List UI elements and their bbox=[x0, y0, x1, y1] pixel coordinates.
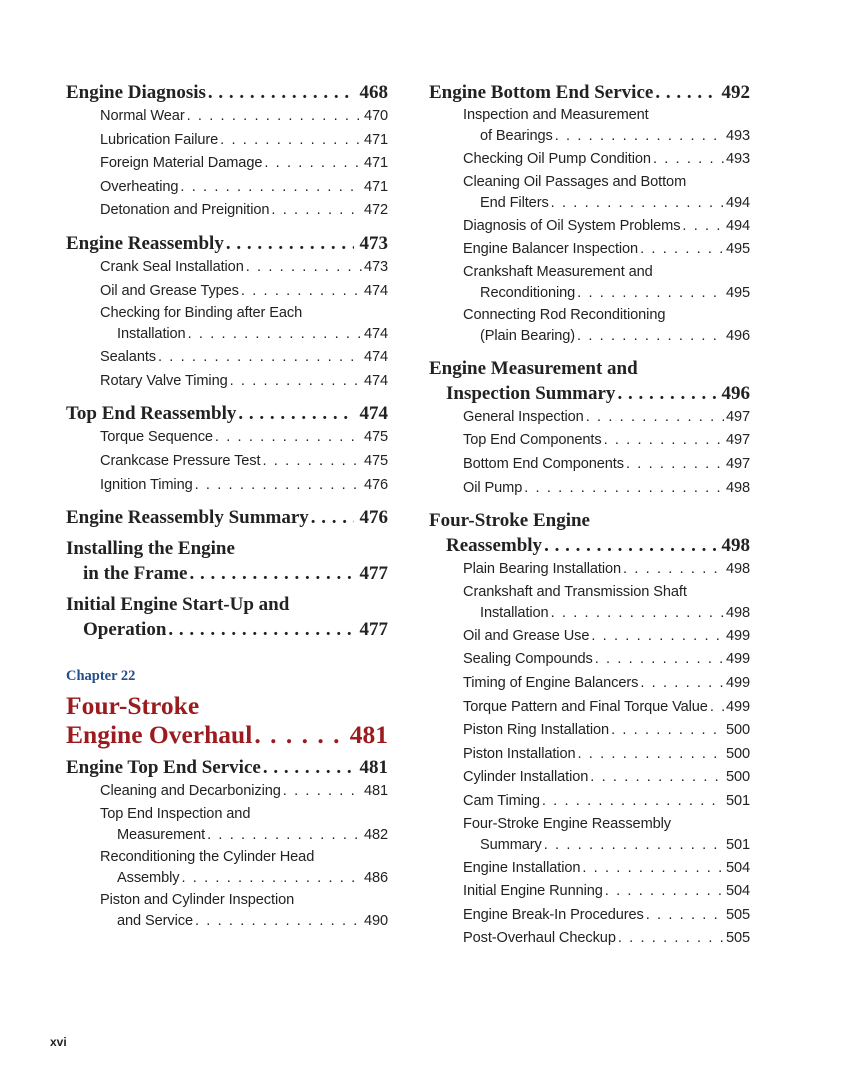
toc-entry-title-line1: Checking for Binding after Each bbox=[100, 305, 303, 322]
toc-entry[interactable] bbox=[66, 370, 388, 394]
dot-leader bbox=[195, 910, 362, 933]
toc-entry-page: 473 bbox=[363, 258, 388, 275]
toc-section-heading[interactable] bbox=[66, 401, 388, 426]
toc-entry-title-line2: of Bearings bbox=[480, 128, 553, 144]
toc-entry-row bbox=[100, 152, 388, 176]
dot-leader bbox=[230, 370, 362, 394]
toc-entry-page: 474 bbox=[363, 372, 388, 389]
dot-leader bbox=[262, 450, 361, 474]
toc-entry-title: Piston Ring Installation bbox=[463, 722, 610, 739]
toc-entry-title-line1: Top End Inspection and bbox=[100, 805, 251, 822]
toc-entry-title-line2: (Plain Bearing) bbox=[480, 327, 576, 344]
dot-leader bbox=[646, 904, 724, 928]
toc-entry-title: Post-Overhaul Checkup bbox=[463, 930, 616, 947]
toc-entry-row bbox=[429, 533, 750, 558]
toc-entry-title: Oil Pump bbox=[463, 479, 523, 496]
page-folio: xvi bbox=[50, 1035, 67, 1049]
toc-entry-row bbox=[100, 824, 388, 847]
toc-entry-page: 499 bbox=[725, 698, 750, 715]
toc-entry-row bbox=[100, 910, 388, 933]
toc-entry-row bbox=[66, 505, 388, 530]
chapter-page: 481 bbox=[349, 720, 388, 750]
toc-entry-page: 501 bbox=[725, 792, 750, 809]
toc-entry[interactable] bbox=[66, 450, 388, 474]
toc-entry[interactable] bbox=[429, 582, 750, 625]
toc-entry-title-line1: Four-Stroke Engine bbox=[429, 510, 590, 532]
toc-entry-title: Engine Top End Service bbox=[66, 757, 261, 779]
toc-entry[interactable] bbox=[429, 625, 750, 649]
dot-leader bbox=[220, 129, 362, 153]
toc-entry[interactable] bbox=[66, 426, 388, 450]
chapter-title-line1: Four-Stroke bbox=[66, 691, 200, 721]
toc-entry-row bbox=[463, 790, 750, 814]
toc-entry-page: 474 bbox=[359, 403, 388, 425]
toc-entry-title-line2: Inspection Summary bbox=[446, 382, 616, 404]
toc-entry-title: Diagnosis of Oil System Problems bbox=[463, 217, 681, 234]
toc-left-column bbox=[66, 80, 388, 933]
toc-entry-page: 472 bbox=[363, 202, 388, 219]
toc-entry-row bbox=[100, 474, 388, 498]
dot-leader bbox=[577, 325, 724, 348]
toc-entry-page: 492 bbox=[721, 82, 750, 103]
toc-entry-page: 475 bbox=[363, 452, 388, 469]
toc-section-heading[interactable] bbox=[66, 505, 388, 530]
toc-entry-title-line2: Installation bbox=[480, 604, 549, 621]
toc-entry-page: 498 bbox=[725, 604, 750, 621]
toc-entry-row bbox=[100, 450, 388, 474]
toc-entry-row bbox=[463, 148, 750, 172]
toc-entry-title: Engine Installation bbox=[463, 859, 581, 876]
toc-entry-title: Foreign Material Damage bbox=[100, 155, 263, 172]
toc-entry-title-line2: End Filters bbox=[480, 194, 549, 211]
toc-entry-title-line1: Crankshaft and Transmission Shaft bbox=[463, 583, 687, 600]
toc-entry-row bbox=[463, 672, 750, 696]
toc-entry-page: 486 bbox=[363, 869, 388, 886]
toc-entry-row bbox=[429, 381, 750, 406]
toc-entry-row bbox=[463, 406, 750, 430]
toc-entry-page: 500 bbox=[725, 722, 750, 739]
toc-entry-row bbox=[100, 370, 388, 394]
toc-entry-title: Oil and Grease Types bbox=[100, 282, 239, 299]
toc-entry-title: General Inspection bbox=[463, 408, 584, 425]
toc-entry-page: 477 bbox=[359, 563, 388, 585]
dot-leader bbox=[586, 406, 724, 430]
toc-entry[interactable] bbox=[66, 346, 388, 370]
toc-entry-row bbox=[100, 199, 388, 223]
toc-entry-page: 481 bbox=[359, 757, 388, 779]
chapter-label: Chapter 22 bbox=[66, 668, 136, 685]
toc-entry[interactable] bbox=[429, 558, 750, 582]
toc-entry-row bbox=[463, 648, 750, 672]
toc-entry[interactable] bbox=[429, 648, 750, 672]
toc-entry-row bbox=[463, 429, 750, 453]
toc-entry-row bbox=[100, 256, 388, 280]
toc-right-sections bbox=[429, 80, 750, 951]
dot-leader bbox=[590, 766, 724, 790]
toc-entry[interactable] bbox=[429, 766, 750, 790]
dot-leader bbox=[241, 280, 362, 304]
toc-entry-title-line2: and Service bbox=[117, 912, 193, 929]
toc-entry-title: Normal Wear bbox=[100, 108, 185, 124]
toc-entry-row bbox=[66, 231, 388, 256]
toc-right-column bbox=[429, 80, 750, 951]
toc-entry[interactable] bbox=[66, 199, 388, 223]
toc-entry-title-line2: Assembly bbox=[117, 869, 180, 886]
toc-entry[interactable] bbox=[66, 280, 388, 304]
toc-entry[interactable] bbox=[429, 172, 750, 215]
dot-leader bbox=[544, 533, 715, 558]
toc-entry-title-line1: Installing the Engine bbox=[66, 538, 235, 560]
toc-entry-row bbox=[463, 453, 750, 477]
toc-entry-row bbox=[100, 867, 388, 890]
toc-entry-row bbox=[463, 834, 750, 857]
dot-leader bbox=[578, 743, 724, 767]
toc-entry-page: 470 bbox=[363, 108, 388, 124]
dot-leader bbox=[158, 346, 362, 370]
dot-leader bbox=[283, 780, 362, 804]
toc-entry-row bbox=[463, 766, 750, 790]
dot-leader bbox=[595, 648, 724, 672]
dot-leader bbox=[618, 927, 724, 951]
toc-entry-title: Ignition Timing bbox=[100, 476, 193, 493]
toc-entry-page: 500 bbox=[725, 769, 750, 786]
toc-entry-title: Overheating bbox=[100, 178, 179, 195]
dot-leader bbox=[188, 323, 362, 346]
toc-entry-row bbox=[66, 755, 388, 780]
toc-entry-row bbox=[463, 192, 750, 215]
toc-section-heading[interactable] bbox=[66, 80, 388, 105]
dot-leader bbox=[311, 505, 354, 530]
dot-leader bbox=[617, 381, 715, 406]
toc-entry-title: Piston Installation bbox=[463, 745, 576, 762]
toc-entry[interactable] bbox=[429, 927, 750, 951]
toc-entry-row bbox=[100, 280, 388, 304]
toc-entry[interactable] bbox=[429, 105, 750, 148]
toc-entry-title: Engine Reassembly bbox=[66, 232, 224, 254]
toc-section-heading[interactable] bbox=[66, 592, 388, 642]
dot-leader bbox=[710, 696, 724, 720]
toc-entry-page: 497 bbox=[725, 408, 750, 425]
toc-entry-title: Rotary Valve Timing bbox=[100, 372, 228, 389]
toc-entry-page: 497 bbox=[725, 432, 750, 449]
toc-entry-row bbox=[100, 176, 388, 200]
toc-entry-row bbox=[66, 401, 388, 426]
toc-entry-page: 477 bbox=[359, 619, 388, 641]
toc-entry-title: Torque Sequence bbox=[100, 429, 213, 446]
toc-entry[interactable] bbox=[429, 904, 750, 928]
toc-entry[interactable] bbox=[66, 474, 388, 498]
dot-leader bbox=[238, 401, 353, 426]
toc-entry[interactable] bbox=[66, 780, 388, 804]
toc-entry[interactable] bbox=[429, 857, 750, 881]
toc-entry[interactable] bbox=[66, 804, 388, 847]
toc-entry-title: Bottom End Components bbox=[463, 455, 624, 472]
toc-entry[interactable] bbox=[66, 256, 388, 280]
toc-entry[interactable] bbox=[66, 105, 388, 129]
toc-entry-title: Engine Diagnosis bbox=[66, 82, 206, 103]
toc-entry-title: Top End Reassembly bbox=[66, 403, 237, 425]
dot-leader bbox=[181, 867, 361, 890]
dot-leader bbox=[207, 824, 362, 847]
toc-entry-title: Lubrication Failure bbox=[100, 131, 219, 148]
dot-leader bbox=[263, 755, 354, 780]
toc-entry-page: 500 bbox=[725, 745, 750, 762]
toc-entry-page: 499 bbox=[725, 674, 750, 691]
dot-leader bbox=[524, 477, 724, 501]
dot-leader bbox=[180, 176, 362, 200]
toc-entry[interactable] bbox=[429, 429, 750, 453]
toc-entry[interactable] bbox=[66, 847, 388, 890]
toc-entry-title-line2: Installation bbox=[117, 326, 186, 343]
toc-entry-title: Sealing Compounds bbox=[463, 651, 593, 668]
dot-leader bbox=[254, 720, 343, 749]
toc-entry-title-line2: Operation bbox=[83, 619, 167, 641]
toc-entry-page: 471 bbox=[363, 131, 388, 148]
toc-entry-title: Crankcase Pressure Test bbox=[100, 452, 261, 469]
dot-leader bbox=[640, 672, 724, 696]
toc-entry-row bbox=[100, 780, 388, 804]
dot-leader bbox=[626, 453, 724, 477]
toc-entry-title-line2: Measurement bbox=[117, 826, 206, 843]
toc-entry-page: 481 bbox=[363, 783, 388, 800]
dot-leader bbox=[604, 429, 724, 453]
toc-entry[interactable] bbox=[429, 238, 750, 262]
toc-entry-page: 493 bbox=[725, 151, 750, 167]
toc-entry-title: Checking Oil Pump Condition bbox=[463, 151, 651, 167]
toc-entry-title: Sealants bbox=[100, 349, 156, 366]
dot-leader bbox=[187, 105, 362, 129]
dot-leader bbox=[653, 148, 724, 172]
toc-entry-page: 476 bbox=[359, 507, 388, 529]
toc-entry[interactable] bbox=[429, 672, 750, 696]
toc-entry-page: 468 bbox=[359, 82, 388, 103]
toc-entry-page: 493 bbox=[725, 128, 750, 144]
toc-entry-row bbox=[463, 696, 750, 720]
toc-entry-page: 497 bbox=[725, 455, 750, 472]
chapter-block bbox=[66, 668, 388, 749]
dot-leader bbox=[246, 256, 362, 280]
toc-section-heading[interactable] bbox=[429, 508, 750, 558]
toc-entry-row bbox=[463, 125, 750, 148]
toc-entry-page: 475 bbox=[363, 429, 388, 446]
toc-entry[interactable] bbox=[429, 719, 750, 743]
dot-leader bbox=[544, 834, 724, 857]
toc-entry[interactable] bbox=[429, 814, 750, 857]
toc-section-heading[interactable] bbox=[66, 536, 388, 586]
toc-entry-page: 498 bbox=[721, 535, 750, 557]
toc-entry-title-line2: Summary bbox=[480, 836, 542, 853]
toc-entry-page: 496 bbox=[725, 327, 750, 344]
toc-entry-page: 498 bbox=[725, 561, 750, 578]
toc-entry-page: 499 bbox=[725, 651, 750, 668]
toc-entry-title-line1: Inspection and Measurement bbox=[463, 107, 649, 123]
toc-entry-row bbox=[463, 602, 750, 625]
toc-entry-row bbox=[463, 625, 750, 649]
toc-entry[interactable] bbox=[429, 215, 750, 239]
toc-entry[interactable] bbox=[429, 406, 750, 430]
toc-entry-row bbox=[463, 215, 750, 239]
dot-leader bbox=[682, 215, 724, 239]
dot-leader bbox=[189, 561, 353, 586]
dot-leader bbox=[195, 474, 362, 498]
toc-entry-title-line1: Initial Engine Start-Up and bbox=[66, 594, 290, 616]
toc-entry[interactable] bbox=[429, 743, 750, 767]
dot-leader bbox=[271, 199, 362, 223]
toc-section-heading[interactable] bbox=[66, 231, 388, 256]
toc-entry-page: 505 bbox=[725, 930, 750, 947]
toc-entry-title: Oil and Grease Use bbox=[463, 627, 590, 644]
toc-entry-page: 494 bbox=[725, 194, 750, 211]
toc-entry-row bbox=[463, 477, 750, 501]
toc-entry-title-line1: Four-Stroke Engine Reassembly bbox=[463, 815, 671, 832]
toc-entry-page: 495 bbox=[725, 241, 750, 258]
dot-leader bbox=[555, 125, 724, 148]
toc-entry-row bbox=[463, 857, 750, 881]
toc-entry[interactable] bbox=[429, 880, 750, 904]
chapter-title[interactable] bbox=[66, 691, 388, 749]
toc-entry-row bbox=[100, 426, 388, 450]
toc-entry-page: 494 bbox=[725, 217, 750, 234]
dot-leader bbox=[640, 238, 724, 262]
toc-entry-row bbox=[100, 105, 388, 129]
toc-entry-row bbox=[463, 719, 750, 743]
toc-entry-title: Cylinder Installation bbox=[463, 769, 589, 786]
toc-entry-row bbox=[66, 617, 388, 642]
toc-entry-page: 474 bbox=[363, 326, 388, 343]
toc-entry-title: Timing of Engine Balancers bbox=[463, 674, 639, 691]
dot-leader bbox=[623, 558, 724, 582]
toc-entry-page: 482 bbox=[363, 826, 388, 843]
dot-leader bbox=[591, 625, 724, 649]
toc-entry-row bbox=[429, 80, 750, 105]
toc-entry-title: Engine Balancer Inspection bbox=[463, 241, 639, 258]
toc-entry-page: 490 bbox=[363, 912, 388, 929]
toc-entry-page: 504 bbox=[725, 883, 750, 900]
toc-entry-row bbox=[66, 561, 388, 586]
toc-section-heading[interactable] bbox=[429, 356, 750, 406]
toc-entry-row bbox=[463, 558, 750, 582]
toc-entry-page: 495 bbox=[725, 284, 750, 301]
toc-entry[interactable] bbox=[66, 303, 388, 346]
dot-leader bbox=[551, 602, 724, 625]
dot-leader bbox=[542, 790, 724, 814]
toc-entry-title: Plain Bearing Installation bbox=[463, 561, 622, 578]
toc-entry-title: Engine Break-In Procedures bbox=[463, 906, 644, 923]
toc-entry-row bbox=[463, 880, 750, 904]
toc-entry-title-line1: Piston and Cylinder Inspection bbox=[100, 891, 295, 908]
toc-entry-title: Detonation and Preignition bbox=[100, 202, 270, 219]
toc-entry-row bbox=[463, 743, 750, 767]
toc-entry-title: Torque Pattern and Final Torque Value bbox=[463, 698, 708, 715]
toc-entry-page: 474 bbox=[363, 349, 388, 366]
toc-entry-title: Cam Timing bbox=[463, 792, 540, 809]
toc-entry-title: Initial Engine Running bbox=[463, 883, 603, 900]
toc-entry-page: 473 bbox=[359, 232, 388, 254]
dot-leader bbox=[226, 231, 354, 256]
toc-entry-page: 476 bbox=[363, 476, 388, 493]
toc-entry-title: Crank Seal Installation bbox=[100, 258, 244, 275]
toc-entry-row bbox=[66, 80, 388, 105]
toc-left-sections bbox=[66, 80, 388, 642]
toc-entry-row bbox=[100, 346, 388, 370]
dot-leader bbox=[577, 282, 724, 305]
toc-entry-row bbox=[463, 238, 750, 262]
toc-entry-title-line2: Reconditioning bbox=[480, 284, 576, 301]
toc-entry[interactable] bbox=[429, 790, 750, 814]
toc-entry-title-line1: Engine Measurement and bbox=[429, 357, 638, 379]
toc-entry-page: 474 bbox=[363, 282, 388, 299]
toc-section-heading[interactable] bbox=[429, 80, 750, 105]
toc-entry-title-line1: Connecting Rod Reconditioning bbox=[463, 306, 666, 323]
toc-entry[interactable] bbox=[66, 176, 388, 200]
dot-leader bbox=[582, 857, 724, 881]
toc-entry-title-line1: Cleaning Oil Passages and Bottom bbox=[463, 173, 687, 190]
toc-entry[interactable] bbox=[429, 148, 750, 172]
chapter-title-line2: Engine Overhaul bbox=[66, 720, 253, 750]
dot-leader bbox=[168, 617, 353, 642]
toc-entry-title: Engine Reassembly Summary bbox=[66, 507, 309, 529]
toc-entry-title-line2: in the Frame bbox=[83, 563, 188, 585]
toc-entry-page: 499 bbox=[725, 627, 750, 644]
dot-leader bbox=[605, 880, 724, 904]
toc-entry-row bbox=[100, 323, 388, 346]
dot-leader bbox=[215, 426, 362, 450]
toc-entry-row bbox=[463, 927, 750, 951]
toc-entry-page: 471 bbox=[363, 155, 388, 172]
dot-leader bbox=[208, 80, 354, 105]
toc-entry-row bbox=[463, 904, 750, 928]
toc-entry-title: Cleaning and Decarbonizing bbox=[100, 783, 281, 800]
toc-entry[interactable] bbox=[429, 453, 750, 477]
toc-entry-title-line2: Reassembly bbox=[446, 535, 543, 557]
toc-entry-page: 501 bbox=[725, 836, 750, 853]
toc-entry-page: 471 bbox=[363, 178, 388, 195]
toc-entry[interactable] bbox=[66, 890, 388, 933]
toc-entry[interactable] bbox=[429, 696, 750, 720]
toc-entry-title-line1: Crankshaft Measurement and bbox=[463, 263, 653, 280]
toc-entry-title-line1: Reconditioning the Cylinder Head bbox=[100, 848, 315, 865]
dot-leader bbox=[264, 152, 362, 176]
toc-entry-page: 505 bbox=[725, 906, 750, 923]
toc-entry-row bbox=[100, 129, 388, 153]
toc-entry-page: 504 bbox=[725, 859, 750, 876]
toc-entry-title: Engine Bottom End Service bbox=[429, 82, 654, 103]
toc-entry-page: 496 bbox=[721, 382, 750, 404]
toc-entry-row bbox=[463, 282, 750, 305]
toc-left-sections-after bbox=[66, 755, 388, 933]
dot-leader bbox=[551, 192, 724, 215]
toc-entry[interactable] bbox=[66, 129, 388, 153]
dot-leader bbox=[611, 719, 724, 743]
toc-entry[interactable] bbox=[429, 477, 750, 501]
toc-section-heading[interactable] bbox=[66, 755, 388, 780]
toc-entry-title: Top End Components bbox=[463, 432, 602, 449]
toc-entry[interactable] bbox=[429, 262, 750, 305]
toc-entry-row bbox=[463, 325, 750, 348]
toc-entry[interactable] bbox=[429, 305, 750, 348]
toc-entry-page: 498 bbox=[725, 479, 750, 496]
dot-leader bbox=[655, 80, 715, 105]
toc-entry[interactable] bbox=[66, 152, 388, 176]
